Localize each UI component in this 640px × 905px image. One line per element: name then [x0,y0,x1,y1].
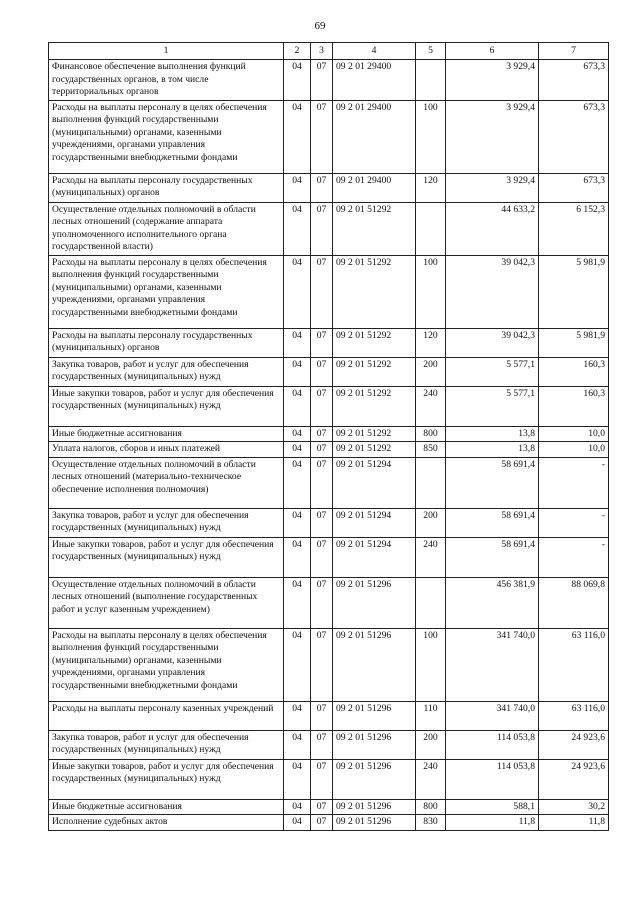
section-code: 04 [284,202,311,255]
row-description: Осуществление отдельных полномочий в области лесных отношений (материально-техническое обеспечение исполнения полномочия) [49,457,284,508]
table-row [49,730,609,759]
table-row [49,328,609,357]
subsection-code: 07 [311,730,333,759]
amount-column-7: 673,3 [539,60,609,100]
subsection-code: 07 [311,386,333,426]
target-article-code: 09 2 01 51292 [333,426,416,441]
amount-column-6: 58 691,4 [446,457,539,508]
row-description: Расходы на выплаты персоналу государственных (муниципальных) органов [49,328,284,357]
section-code: 04 [284,328,311,357]
table-row [49,255,609,328]
row-description: Расходы на выплаты персоналу казенных учреждений [49,701,284,730]
section-code: 04 [284,799,311,814]
subsection-code: 07 [311,759,333,799]
subsection-code: 07 [311,60,333,100]
target-article-code: 09 2 01 51296 [333,701,416,730]
amount-column-7: 30,2 [539,799,609,814]
expense-type-code: 240 [416,537,446,577]
section-code: 04 [284,386,311,426]
amount-column-6: 13,8 [446,426,539,441]
column-header: 1 [49,43,284,60]
target-article-code: 09 2 01 51292 [333,442,416,457]
amount-column-6: 341 740,0 [446,628,539,701]
target-article-code: 09 2 01 51292 [333,328,416,357]
amount-column-6: 39 042,3 [446,255,539,328]
amount-column-7: 6 152,3 [539,202,609,255]
amount-column-6: 588,1 [446,799,539,814]
column-header: 5 [416,43,446,60]
amount-column-7: - [539,537,609,577]
target-article-code: 09 2 01 51296 [333,759,416,799]
amount-column-6: 3 929,4 [446,173,539,202]
expense-type-code: 100 [416,255,446,328]
subsection-code: 07 [311,442,333,457]
section-code: 04 [284,60,311,100]
amount-column-6: 11,8 [446,815,539,830]
section-code: 04 [284,628,311,701]
amount-column-7: 673,3 [539,100,609,173]
amount-column-6: 114 053,8 [446,730,539,759]
expense-type-code: 830 [416,815,446,830]
target-article-code: 09 2 01 51294 [333,457,416,508]
section-code: 04 [284,508,311,537]
row-description: Расходы на выплаты персоналу в целях обеспечения выполнения функций государственными (муниципальными) органами, казенными учреждениями, органами управления государственными внебюджетными фондами [49,100,284,173]
amount-column-6: 3 929,4 [446,60,539,100]
section-code: 04 [284,730,311,759]
section-code: 04 [284,759,311,799]
section-code: 04 [284,815,311,830]
subsection-code: 07 [311,255,333,328]
amount-column-7: 5 981,9 [539,328,609,357]
table-row [49,759,609,799]
expense-type-code: 800 [416,426,446,441]
amount-column-6: 58 691,4 [446,508,539,537]
expense-type-code: 110 [416,701,446,730]
row-description: Иные закупки товаров, работ и услуг для обеспечения государственных (муниципальных) нужд [49,537,284,577]
subsection-code: 07 [311,328,333,357]
row-description: Финансовое обеспечение выполнения функций государственных органов, в том числе территориальных органов [49,60,284,100]
target-article-code: 09 2 01 51292 [333,357,416,386]
header-row [49,43,609,60]
amount-column-6: 39 042,3 [446,328,539,357]
row-description: Расходы на выплаты персоналу в целях обеспечения выполнения функций государственными (муниципальными) органами, казенными учреждениями, органами управления государственными внебюджетными фондами [49,255,284,328]
amount-column-6: 114 053,8 [446,759,539,799]
row-description: Закупка товаров, работ и услуг для обеспечения государственных (муниципальных) нужд [49,508,284,537]
target-article-code: 09 2 01 51296 [333,799,416,814]
table-row [49,60,609,100]
amount-column-7: 160,3 [539,386,609,426]
table-row [49,442,609,457]
column-header: 4 [333,43,416,60]
subsection-code: 07 [311,508,333,537]
target-article-code: 09 2 01 51296 [333,730,416,759]
budget-table [48,42,609,831]
table-row [49,701,609,730]
table-row [49,173,609,202]
target-article-code: 09 2 01 51294 [333,537,416,577]
section-code: 04 [284,537,311,577]
amount-column-7: 24 923,6 [539,730,609,759]
expense-type-code: 100 [416,628,446,701]
amount-column-7: 160,3 [539,357,609,386]
table-row [49,202,609,255]
row-description: Осуществление отдельных полномочий в области лесных отношений (выполнение государственных работ и услуг казенным учреждением) [49,577,284,628]
expense-type-code: 120 [416,328,446,357]
section-code: 04 [284,173,311,202]
section-code: 04 [284,255,311,328]
amount-column-6: 341 740,0 [446,701,539,730]
target-article-code: 09 2 01 51296 [333,628,416,701]
subsection-code: 07 [311,815,333,830]
column-header: 6 [446,43,539,60]
table-row [49,537,609,577]
row-description: Уплата налогов, сборов и иных платежей [49,442,284,457]
table-row [49,457,609,508]
expense-type-code [416,60,446,100]
expense-type-code: 200 [416,508,446,537]
subsection-code: 07 [311,701,333,730]
section-code: 04 [284,357,311,386]
amount-column-6: 5 577,1 [446,357,539,386]
amount-column-7: 24 923,6 [539,759,609,799]
amount-column-6: 58 691,4 [446,537,539,577]
expense-type-code: 240 [416,759,446,799]
row-description: Закупка товаров, работ и услуг для обеспечения государственных (муниципальных) нужд [49,357,284,386]
amount-column-6: 456 381,9 [446,577,539,628]
amount-column-7: 88 069,8 [539,577,609,628]
section-code: 04 [284,701,311,730]
table-row [49,577,609,628]
page-number: 69 [314,20,326,32]
amount-column-7: 63 116,0 [539,701,609,730]
subsection-code: 07 [311,457,333,508]
section-code: 04 [284,426,311,441]
expense-type-code: 120 [416,173,446,202]
target-article-code: 09 2 01 51294 [333,508,416,537]
amount-column-6: 44 633,2 [446,202,539,255]
section-code: 04 [284,577,311,628]
target-article-code: 09 2 01 51296 [333,577,416,628]
section-code: 04 [284,442,311,457]
subsection-code: 07 [311,537,333,577]
expense-type-code: 800 [416,799,446,814]
row-description: Закупка товаров, работ и услуг для обеспечения государственных (муниципальных) нужд [49,730,284,759]
section-code: 04 [284,100,311,173]
table-row [49,426,609,441]
row-description: Иные закупки товаров, работ и услуг для обеспечения государственных (муниципальных) нужд [49,386,284,426]
table-row [49,386,609,426]
table-row [49,100,609,173]
target-article-code: 09 2 01 51292 [333,386,416,426]
table-row [49,815,609,830]
expense-type-code: 200 [416,357,446,386]
target-article-code: 09 2 01 51296 [333,815,416,830]
row-description: Иные бюджетные ассигнования [49,799,284,814]
column-header: 7 [539,43,609,60]
amount-column-7: - [539,508,609,537]
column-header: 2 [284,43,311,60]
table-row [49,508,609,537]
expense-type-code: 240 [416,386,446,426]
expense-type-code [416,457,446,508]
amount-column-6: 5 577,1 [446,386,539,426]
expense-type-code: 200 [416,730,446,759]
subsection-code: 07 [311,357,333,386]
amount-column-7: 5 981,9 [539,255,609,328]
subsection-code: 07 [311,628,333,701]
row-description: Расходы на выплаты персоналу государственных (муниципальных) органов [49,173,284,202]
target-article-code: 09 2 01 51292 [333,202,416,255]
row-description: Осуществление отдельных полномочий в области лесных отношений (содержание аппарата уполномоченного исполнительного органа государственной власти) [49,202,284,255]
section-code: 04 [284,457,311,508]
table-row [49,628,609,701]
amount-column-7: 673,3 [539,173,609,202]
subsection-code: 07 [311,426,333,441]
row-description: Иные бюджетные ассигнования [49,426,284,441]
subsection-code: 07 [311,100,333,173]
expense-type-code [416,577,446,628]
expense-type-code [416,202,446,255]
amount-column-7: 10,0 [539,426,609,441]
subsection-code: 07 [311,799,333,814]
table-row [49,799,609,814]
expense-type-code: 850 [416,442,446,457]
column-header: 3 [311,43,333,60]
target-article-code: 09 2 01 51292 [333,255,416,328]
amount-column-7: 11,8 [539,815,609,830]
target-article-code: 09 2 01 29400 [333,60,416,100]
amount-column-6: 13,8 [446,442,539,457]
amount-column-7: 10,0 [539,442,609,457]
subsection-code: 07 [311,173,333,202]
expense-type-code: 100 [416,100,446,173]
table-row [49,357,609,386]
amount-column-7: - [539,457,609,508]
subsection-code: 07 [311,202,333,255]
row-description: Иные закупки товаров, работ и услуг для обеспечения государственных (муниципальных) нужд [49,759,284,799]
row-description: Исполнение судебных актов [49,815,284,830]
row-description: Расходы на выплаты персоналу в целях обеспечения выполнения функций государственными (муниципальными) органами, казенными учреждениями, органами управления государственными внебюджетными фондами [49,628,284,701]
amount-column-6: 3 929,4 [446,100,539,173]
target-article-code: 09 2 01 29400 [333,173,416,202]
amount-column-7: 63 116,0 [539,628,609,701]
target-article-code: 09 2 01 29400 [333,100,416,173]
subsection-code: 07 [311,577,333,628]
